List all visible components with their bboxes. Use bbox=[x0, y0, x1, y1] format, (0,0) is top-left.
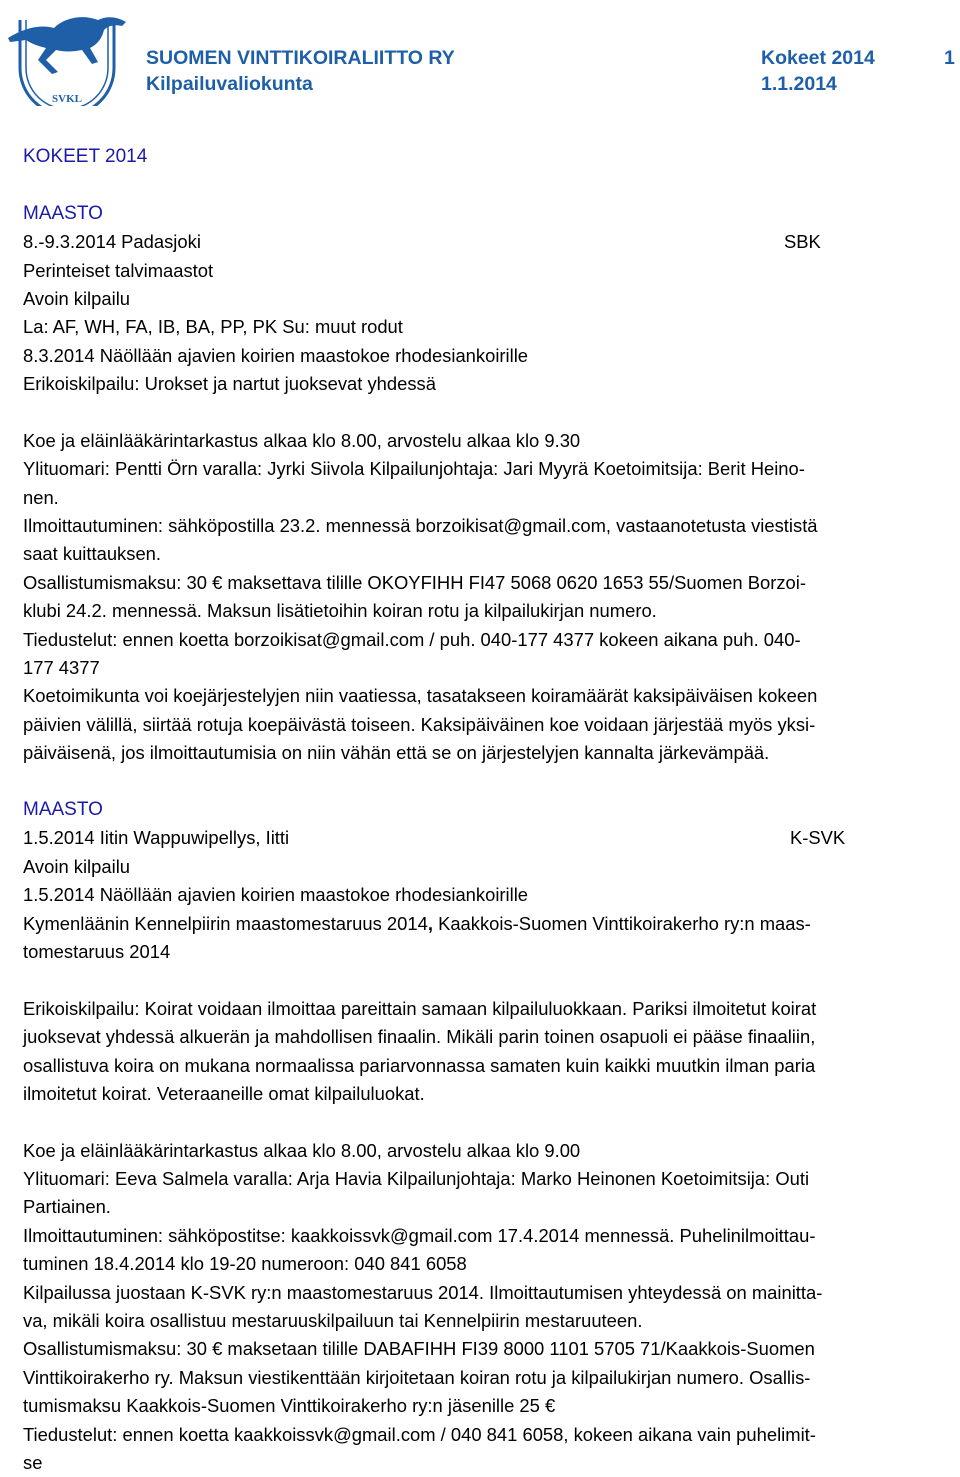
section-heading: MAASTO bbox=[23, 798, 103, 820]
detail-line: nen. bbox=[23, 486, 59, 508]
detail-line: päivien välillä, siirtää rotuja koepäivästä toiseen. Kaksipäiväinen koe voidaan järjestää myös yksi- bbox=[23, 713, 816, 735]
document-body bbox=[23, 143, 953, 1477]
championship-line bbox=[23, 910, 953, 938]
championship-part2: Kaakkois-Suomen Vinttikoirakerho ry:n maas- bbox=[432, 912, 811, 934]
event-date-row bbox=[23, 824, 953, 852]
detail-line: Ilmoittautuminen: sähköpostilla 23.2. mennessä borzoikisat@gmail.com, vastaanotetusta viestistä bbox=[23, 515, 818, 537]
detail-line: tumismaksu Kaakkois-Suomen Vinttikoirakerho ry:n jäsenille 25 € bbox=[23, 1395, 556, 1417]
detail-line: päiväisenä, jos ilmoittautumisia on niin vähän että se on järjestelyjen kannalta järkevämpää. bbox=[23, 742, 770, 764]
detail-line: Osallistumismaksu: 30 € maksettava tilille OKOYFIHH FI47 5068 0620 1653 55/Suomen Borzoi- bbox=[23, 571, 806, 593]
event-line: La: AF, WH, FA, IB, BA, PP, PK Su: muut rodut bbox=[23, 316, 403, 338]
event-line: Perinteiset talvimaastot bbox=[23, 259, 214, 281]
org-name: SUOMEN VINTTIKOIRALIITTO RY bbox=[146, 47, 455, 69]
detail-line: Koe ja eläinlääkärintarkastus alkaa klo 8.00, arvostelu alkaa klo 9.00 bbox=[23, 1139, 581, 1161]
detail-line: Osallistumismaksu: 30 € maksetaan tilille DABAFIHH FI39 8000 1101 5705 71/Kaakkois-Suomen bbox=[23, 1338, 815, 1360]
detail-line: va, mikäli koira osallistuu mestaruuskilpailuun tai Kennelpiirin mestaruuteen. bbox=[23, 1310, 643, 1332]
event-line: Avoin kilpailu bbox=[23, 287, 131, 309]
detail-line: 177 4377 bbox=[23, 657, 100, 679]
special-line: osallistuva koira on mukana normaalissa pariarvonnassa samaten kuin kaikki muutkin ilman paria bbox=[23, 1054, 816, 1076]
section-heading: MAASTO bbox=[23, 202, 103, 224]
special-line: Erikoiskilpailu: Koirat voidaan ilmoittaa pareittain samaan kilpailuluokkaan. Pariksi ilmoitetut koirat bbox=[23, 997, 817, 1019]
event-date-row bbox=[23, 228, 953, 256]
detail-line: Ylituomari: Pentti Örn varalla: Jyrki Siivola Kilpailunjohtaja: Jari Myyrä Koetoimitsija: Berit Heino- bbox=[23, 458, 805, 480]
page-number: 1 bbox=[944, 47, 955, 69]
event-date-place: 1.5.2014 Iitin Wappuwipellys, Iitti bbox=[23, 827, 290, 849]
committee-name: Kilpailuvaliokunta bbox=[146, 73, 313, 95]
doc-title: Kokeet 2014 bbox=[761, 47, 875, 69]
detail-line: Tiedustelut: ennen koetta borzoikisat@gmail.com / puh. 040-177 4377 kokeen aikana puh. 040- bbox=[23, 628, 801, 650]
event-line: 1.5.2014 Näöllään ajavien koirien maastokoe rhodesiankoirille bbox=[23, 884, 529, 906]
event-date-place: 8.-9.3.2014 Padasjoki bbox=[23, 231, 201, 253]
detail-line: Tiedustelut: ennen koetta kaakkoissvk@gmail.com / 040 841 6058, kokeen aikana vain puhelimit- bbox=[23, 1423, 816, 1445]
championship-comma: , bbox=[427, 912, 433, 934]
svkl-logo bbox=[2, 2, 132, 106]
event-line: Avoin kilpailu bbox=[23, 855, 131, 877]
detail-line: Koe ja eläinlääkärintarkastus alkaa klo 8.00, arvostelu alkaa klo 9.30 bbox=[23, 429, 581, 451]
logo-text: SVKL bbox=[52, 93, 82, 105]
doc-heading: KOKEET 2014 bbox=[23, 146, 148, 167]
event-line: Erikoiskilpailu: Urokset ja nartut juoksevat yhdessä bbox=[23, 373, 436, 395]
detail-line: Ilmoittautuminen: sähköpostitse: kaakkoissvk@gmail.com 17.4.2014 mennessä. Puhelinilmoittau- bbox=[23, 1224, 816, 1246]
championship-part1: Kymenläänin Kennelpiirin maastomestaruus 2014 bbox=[23, 912, 428, 934]
doc-date: 1.1.2014 bbox=[761, 73, 837, 95]
detail-line: Ylituomari: Eeva Salmela varalla: Arja Havia Kilpailunjohtaja: Marko Heinonen Koetoimitsija: Outi bbox=[23, 1168, 810, 1190]
event-organizer: SBK bbox=[784, 231, 821, 253]
detail-line: Vinttikoirakerho ry. Maksun viestikenttään kirjoitetaan koiran rotu ja kilpailukirjan numero. Osallis- bbox=[23, 1366, 811, 1388]
detail-line: klubi 24.2. mennessä. Maksun lisätietoihin koiran rotu ja kilpailukirjan numero. bbox=[23, 600, 657, 622]
detail-line: tuminen 18.4.2014 klo 19-20 numeroon: 040 841 6058 bbox=[23, 1253, 467, 1275]
detail-line: saat kuittauksen. bbox=[23, 543, 162, 565]
detail-line: Partiainen. bbox=[23, 1196, 111, 1218]
detail-line: Koetoimikunta voi koejärjestelyjen niin vaatiessa, tasatakseen koiramäärät kaksipäiväisen kokeen bbox=[23, 685, 818, 707]
championship-line2: tomestaruus 2014 bbox=[23, 940, 171, 962]
event-organizer: K-SVK bbox=[790, 827, 846, 849]
special-line: ilmoitetut koirat. Veteraaneille omat kilpailuluokat. bbox=[23, 1082, 425, 1104]
detail-line: Kilpailussa juostaan K-SVK ry:n maastomestaruus 2014. Ilmoittautumisen yhteydessä on mainitta- bbox=[23, 1281, 823, 1303]
detail-line: se bbox=[23, 1451, 43, 1473]
event-line: 8.3.2014 Näöllään ajavien koirien maastokoe rhodesiankoirille bbox=[23, 344, 529, 366]
special-line: juoksevat yhdessä alkuerän ja mahdollisen finaalin. Mikäli parin toinen osapuoli ei pääse finaaliin, bbox=[23, 1026, 816, 1048]
